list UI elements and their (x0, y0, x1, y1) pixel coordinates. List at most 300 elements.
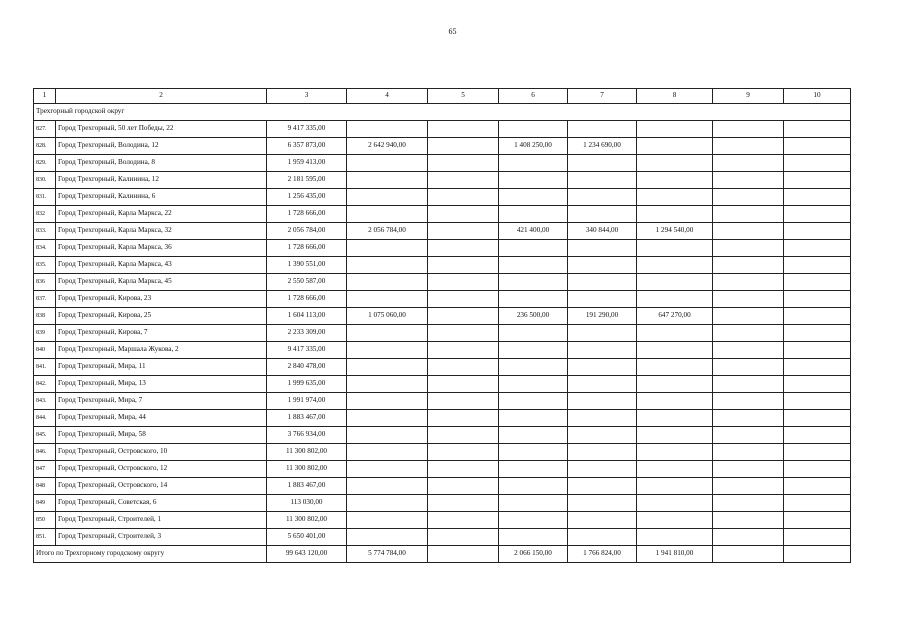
amount-cell (499, 342, 568, 359)
amount-cell (784, 427, 851, 444)
amount-cell (637, 393, 713, 410)
amount-cell (637, 206, 713, 223)
amount-cell (347, 189, 428, 206)
address-cell: Город Трехгорный, Мира, 44 (56, 410, 267, 427)
row-number: 851. (34, 529, 56, 546)
amount-cell: 1 256 435,00 (267, 189, 347, 206)
table-row (34, 155, 851, 172)
table-row (34, 512, 851, 529)
amount-cell (347, 155, 428, 172)
amount-cell (568, 410, 637, 427)
row-number: 841. (34, 359, 56, 376)
amount-cell (347, 121, 428, 138)
amount-cell (347, 393, 428, 410)
header-cell: 4 (347, 89, 428, 104)
table-row (34, 240, 851, 257)
amount-cell (428, 257, 499, 274)
table-row (34, 529, 851, 546)
header-cell: 5 (428, 89, 499, 104)
amount-cell (568, 172, 637, 189)
amount-cell (784, 495, 851, 512)
amount-cell (428, 359, 499, 376)
row-number: 843. (34, 393, 56, 410)
amount-cell: 5 650 401,00 (267, 529, 347, 546)
section-row (34, 104, 851, 121)
amount-cell: 9 417 335,00 (267, 121, 347, 138)
amount-cell (347, 206, 428, 223)
amount-cell (713, 376, 784, 393)
amount-cell (784, 512, 851, 529)
table-row (34, 223, 851, 240)
amount-cell (784, 359, 851, 376)
amount-cell (428, 376, 499, 393)
amount-cell (637, 121, 713, 138)
amount-cell (347, 376, 428, 393)
amount-cell (499, 257, 568, 274)
amount-cell (784, 155, 851, 172)
table-row (34, 325, 851, 342)
total-amount-cell (428, 546, 499, 563)
amount-cell (784, 138, 851, 155)
row-number: 847 (34, 461, 56, 478)
amount-cell (347, 274, 428, 291)
amount-cell (499, 410, 568, 427)
table-row (34, 189, 851, 206)
amount-cell (347, 512, 428, 529)
amount-cell (347, 529, 428, 546)
amount-cell: 2 840 478,00 (267, 359, 347, 376)
amount-cell (428, 495, 499, 512)
amount-cell (347, 444, 428, 461)
amount-cell (713, 359, 784, 376)
header-cell: 7 (568, 89, 637, 104)
address-cell: Город Трехгорный, Мира, 11 (56, 359, 267, 376)
amount-cell: 2 642 940,00 (347, 138, 428, 155)
amount-cell: 2 550 587,00 (267, 274, 347, 291)
amount-cell (784, 478, 851, 495)
amount-cell: 191 290,00 (568, 308, 637, 325)
address-cell: Город Трехгорный, Кирова, 25 (56, 308, 267, 325)
amount-cell (499, 512, 568, 529)
amount-cell: 1 294 540,00 (637, 223, 713, 240)
amount-cell: 1 390 551,00 (267, 257, 347, 274)
row-number: 832 (34, 206, 56, 223)
amount-cell: 6 357 873,00 (267, 138, 347, 155)
amount-cell (784, 274, 851, 291)
row-number: 829. (34, 155, 56, 172)
row-number: 848 (34, 478, 56, 495)
amount-cell (347, 461, 428, 478)
amount-cell: 1 959 413,00 (267, 155, 347, 172)
amount-cell: 1 408 250,00 (499, 138, 568, 155)
address-cell: Город Трехгорный, Маршала Жукова, 2 (56, 342, 267, 359)
amount-cell: 2 181 595,00 (267, 172, 347, 189)
header-cell: 1 (34, 89, 56, 104)
amount-cell (499, 444, 568, 461)
amount-cell (347, 495, 428, 512)
amount-cell (713, 495, 784, 512)
amount-cell (713, 257, 784, 274)
table-row (34, 291, 851, 308)
address-cell: Город Трехгорный, Калинина, 6 (56, 189, 267, 206)
amount-cell (499, 393, 568, 410)
amount-cell (347, 427, 428, 444)
address-cell: Город Трехгорный, Островского, 10 (56, 444, 267, 461)
amount-cell (784, 257, 851, 274)
row-number: 849 (34, 495, 56, 512)
amount-cell: 236 500,00 (499, 308, 568, 325)
amount-cell (713, 308, 784, 325)
amount-cell: 2 233 309,00 (267, 325, 347, 342)
amount-cell (637, 274, 713, 291)
amount-cell (637, 427, 713, 444)
amount-cell (637, 359, 713, 376)
table-row (34, 495, 851, 512)
amount-cell (784, 308, 851, 325)
amount-cell (499, 291, 568, 308)
amount-cell (568, 155, 637, 172)
amount-cell (428, 206, 499, 223)
amount-cell (499, 427, 568, 444)
amount-cell (568, 240, 637, 257)
total-row (34, 546, 851, 563)
table-row (34, 427, 851, 444)
amount-cell (499, 478, 568, 495)
amount-cell (428, 240, 499, 257)
amount-cell (428, 512, 499, 529)
amount-cell (428, 274, 499, 291)
amount-cell (637, 529, 713, 546)
amount-cell: 1 728 666,00 (267, 240, 347, 257)
amount-cell (568, 427, 637, 444)
amount-cell (568, 478, 637, 495)
amount-cell (713, 291, 784, 308)
amount-cell: 1 728 666,00 (267, 206, 347, 223)
amount-cell (637, 240, 713, 257)
amount-cell (499, 359, 568, 376)
header-cell: 6 (499, 89, 568, 104)
amount-cell (428, 444, 499, 461)
table-row (34, 308, 851, 325)
amount-cell (428, 291, 499, 308)
header-cell: 9 (713, 89, 784, 104)
amount-cell (784, 325, 851, 342)
address-cell: Город Трехгорный, Мира, 13 (56, 376, 267, 393)
amount-cell (713, 223, 784, 240)
amount-cell (713, 478, 784, 495)
amount-cell (428, 478, 499, 495)
address-cell: Город Трехгорный, Мира, 58 (56, 427, 267, 444)
address-cell: Город Трехгорный, Карла Маркса, 32 (56, 223, 267, 240)
row-number: 834. (34, 240, 56, 257)
table-row (34, 444, 851, 461)
address-cell: Город Трехгорный, Карла Маркса, 45 (56, 274, 267, 291)
amount-cell (713, 206, 784, 223)
row-number: 838 (34, 308, 56, 325)
amount-cell: 1 728 666,00 (267, 291, 347, 308)
row-number: 828. (34, 138, 56, 155)
row-number: 831. (34, 189, 56, 206)
amount-cell (499, 529, 568, 546)
amount-cell (347, 257, 428, 274)
amount-cell (637, 461, 713, 478)
amount-cell (637, 172, 713, 189)
address-cell: Город Трехгорный, Калинина, 12 (56, 172, 267, 189)
amount-cell (713, 393, 784, 410)
address-cell: Город Трехгорный, Советская, 6 (56, 495, 267, 512)
table-row (34, 393, 851, 410)
address-cell: Город Трехгорный, Кирова, 23 (56, 291, 267, 308)
total-amount-cell (784, 546, 851, 563)
amount-cell (499, 121, 568, 138)
amount-cell (784, 529, 851, 546)
amount-cell (568, 274, 637, 291)
amount-cell: 1 883 467,00 (267, 410, 347, 427)
section-title: Трехгорный городской округ (34, 104, 851, 121)
amount-cell (347, 240, 428, 257)
amount-cell (499, 376, 568, 393)
amount-cell (347, 325, 428, 342)
amount-cell (784, 393, 851, 410)
amount-cell (784, 444, 851, 461)
amount-cell (637, 478, 713, 495)
table-row (34, 257, 851, 274)
amount-cell (784, 223, 851, 240)
amount-cell (637, 189, 713, 206)
amount-cell (713, 189, 784, 206)
header-cell: 10 (784, 89, 851, 104)
table-row (34, 478, 851, 495)
amount-cell (499, 274, 568, 291)
address-cell: Город Трехгорный, Карла Маркса, 22 (56, 206, 267, 223)
table-row (34, 206, 851, 223)
row-number: 827. (34, 121, 56, 138)
address-cell: Город Трехгорный, Володина, 12 (56, 138, 267, 155)
address-cell: Город Трехгорный, Карла Маркса, 36 (56, 240, 267, 257)
address-cell: Город Трехгорный, Кирова, 7 (56, 325, 267, 342)
amount-cell: 2 056 784,00 (347, 223, 428, 240)
row-number: 846. (34, 444, 56, 461)
total-amount-cell: 1 941 810,00 (637, 546, 713, 563)
amount-cell: 647 270,00 (637, 308, 713, 325)
amount-cell (713, 138, 784, 155)
amount-cell (499, 495, 568, 512)
amount-cell (428, 393, 499, 410)
row-number: 844. (34, 410, 56, 427)
amount-cell (637, 444, 713, 461)
amount-cell (568, 342, 637, 359)
amount-cell (637, 342, 713, 359)
amount-cell (428, 342, 499, 359)
amount-cell (428, 308, 499, 325)
address-cell: Город Трехгорный, Строителей, 3 (56, 529, 267, 546)
amount-cell (428, 427, 499, 444)
amount-cell (347, 478, 428, 495)
amount-cell (347, 291, 428, 308)
amount-cell: 1 234 690,00 (568, 138, 637, 155)
amount-cell (784, 121, 851, 138)
amount-cell: 1 883 467,00 (267, 478, 347, 495)
amount-cell (784, 189, 851, 206)
address-cell: Город Трехгорный, Мира, 7 (56, 393, 267, 410)
table-row (34, 342, 851, 359)
amount-cell (499, 155, 568, 172)
address-cell: Город Трехгорный, 50 лет Победы, 22 (56, 121, 267, 138)
amount-cell (347, 172, 428, 189)
amount-cell (784, 461, 851, 478)
amount-cell (568, 325, 637, 342)
total-amount-cell (713, 546, 784, 563)
amount-cell (713, 512, 784, 529)
amount-cell: 3 766 934,00 (267, 427, 347, 444)
header-cell: 8 (637, 89, 713, 104)
row-number: 836 (34, 274, 56, 291)
address-cell: Город Трехгорный, Островского, 14 (56, 478, 267, 495)
row-number: 840 (34, 342, 56, 359)
address-cell: Город Трехгорный, Строителей, 1 (56, 512, 267, 529)
row-number: 835. (34, 257, 56, 274)
amount-cell: 113 030,00 (267, 495, 347, 512)
amount-cell (568, 121, 637, 138)
amount-cell (637, 138, 713, 155)
amount-cell (713, 155, 784, 172)
amount-cell (568, 376, 637, 393)
amount-cell (428, 529, 499, 546)
amount-cell (713, 529, 784, 546)
amount-cell (568, 257, 637, 274)
amount-cell (568, 291, 637, 308)
amount-cell: 1 075 060,00 (347, 308, 428, 325)
amount-cell (784, 410, 851, 427)
amount-cell (499, 461, 568, 478)
amount-cell (637, 155, 713, 172)
amount-cell (428, 325, 499, 342)
row-number: 837. (34, 291, 56, 308)
amount-cell (499, 172, 568, 189)
amount-cell (499, 189, 568, 206)
amount-cell (428, 138, 499, 155)
table-row (34, 359, 851, 376)
total-amount-cell: 5 774 784,00 (347, 546, 428, 563)
amount-cell: 9 417 335,00 (267, 342, 347, 359)
amount-cell (784, 376, 851, 393)
total-amount-cell: 1 766 824,00 (568, 546, 637, 563)
amount-cell (428, 155, 499, 172)
amount-cell (637, 512, 713, 529)
page-number: 65 (448, 27, 457, 36)
amount-cell (637, 410, 713, 427)
amount-cell: 11 300 802,00 (267, 461, 347, 478)
amount-cell (428, 410, 499, 427)
amount-cell: 11 300 802,00 (267, 512, 347, 529)
row-number: 842. (34, 376, 56, 393)
amount-cell (568, 206, 637, 223)
amount-cell (784, 206, 851, 223)
amount-cell (428, 223, 499, 240)
header-cell: 3 (267, 89, 347, 104)
amount-cell (637, 325, 713, 342)
amount-cell: 1 604 113,00 (267, 308, 347, 325)
amount-cell (784, 240, 851, 257)
row-number: 850 (34, 512, 56, 529)
amount-cell (784, 342, 851, 359)
amount-cell (568, 189, 637, 206)
amount-cell (713, 444, 784, 461)
address-cell: Город Трехгорный, Володина, 8 (56, 155, 267, 172)
row-number: 830. (34, 172, 56, 189)
amount-cell (568, 529, 637, 546)
amount-cell (784, 291, 851, 308)
amount-cell (784, 172, 851, 189)
amount-cell (347, 410, 428, 427)
amount-cell (637, 257, 713, 274)
table-row (34, 376, 851, 393)
amount-cell (428, 172, 499, 189)
amount-cell (713, 121, 784, 138)
amount-cell (568, 461, 637, 478)
row-number: 845. (34, 427, 56, 444)
header-row (34, 89, 851, 104)
amount-cell (499, 240, 568, 257)
amount-cell (713, 172, 784, 189)
amount-cell (499, 206, 568, 223)
amount-cell (428, 189, 499, 206)
amount-cell (713, 427, 784, 444)
table-row (34, 172, 851, 189)
amount-cell (568, 393, 637, 410)
amount-cell (713, 325, 784, 342)
amount-cell (713, 274, 784, 291)
header-cell: 2 (56, 89, 267, 104)
amount-cell (568, 495, 637, 512)
table-row (34, 121, 851, 138)
amount-cell: 2 056 784,00 (267, 223, 347, 240)
amount-cell (637, 376, 713, 393)
address-cell: Город Трехгорный, Островского, 12 (56, 461, 267, 478)
amount-cell (568, 444, 637, 461)
amount-cell: 11 300 802,00 (267, 444, 347, 461)
table-body (34, 89, 851, 563)
amount-cell (713, 410, 784, 427)
table-row (34, 410, 851, 427)
total-label: Итого по Трехгорному городскому округу (34, 546, 267, 563)
amount-cell (428, 121, 499, 138)
amount-cell: 1 991 974,00 (267, 393, 347, 410)
amount-cell (347, 359, 428, 376)
row-number: 833. (34, 223, 56, 240)
amount-cell (499, 325, 568, 342)
total-amount-cell: 99 643 120,00 (267, 546, 347, 563)
total-amount-cell: 2 066 150,00 (499, 546, 568, 563)
table-row (34, 461, 851, 478)
row-number: 839 (34, 325, 56, 342)
amount-cell (637, 291, 713, 308)
amount-cell (713, 342, 784, 359)
amount-cell (713, 461, 784, 478)
amount-cell: 1 999 635,00 (267, 376, 347, 393)
amount-cell (568, 359, 637, 376)
table-row (34, 274, 851, 291)
amount-cell (637, 495, 713, 512)
table-row (34, 138, 851, 155)
amount-cell (428, 461, 499, 478)
amount-cell (568, 512, 637, 529)
register-table (33, 88, 851, 563)
amount-cell: 340 844,00 (568, 223, 637, 240)
amount-cell (347, 342, 428, 359)
amount-cell (713, 240, 784, 257)
address-cell: Город Трехгорный, Карла Маркса, 43 (56, 257, 267, 274)
